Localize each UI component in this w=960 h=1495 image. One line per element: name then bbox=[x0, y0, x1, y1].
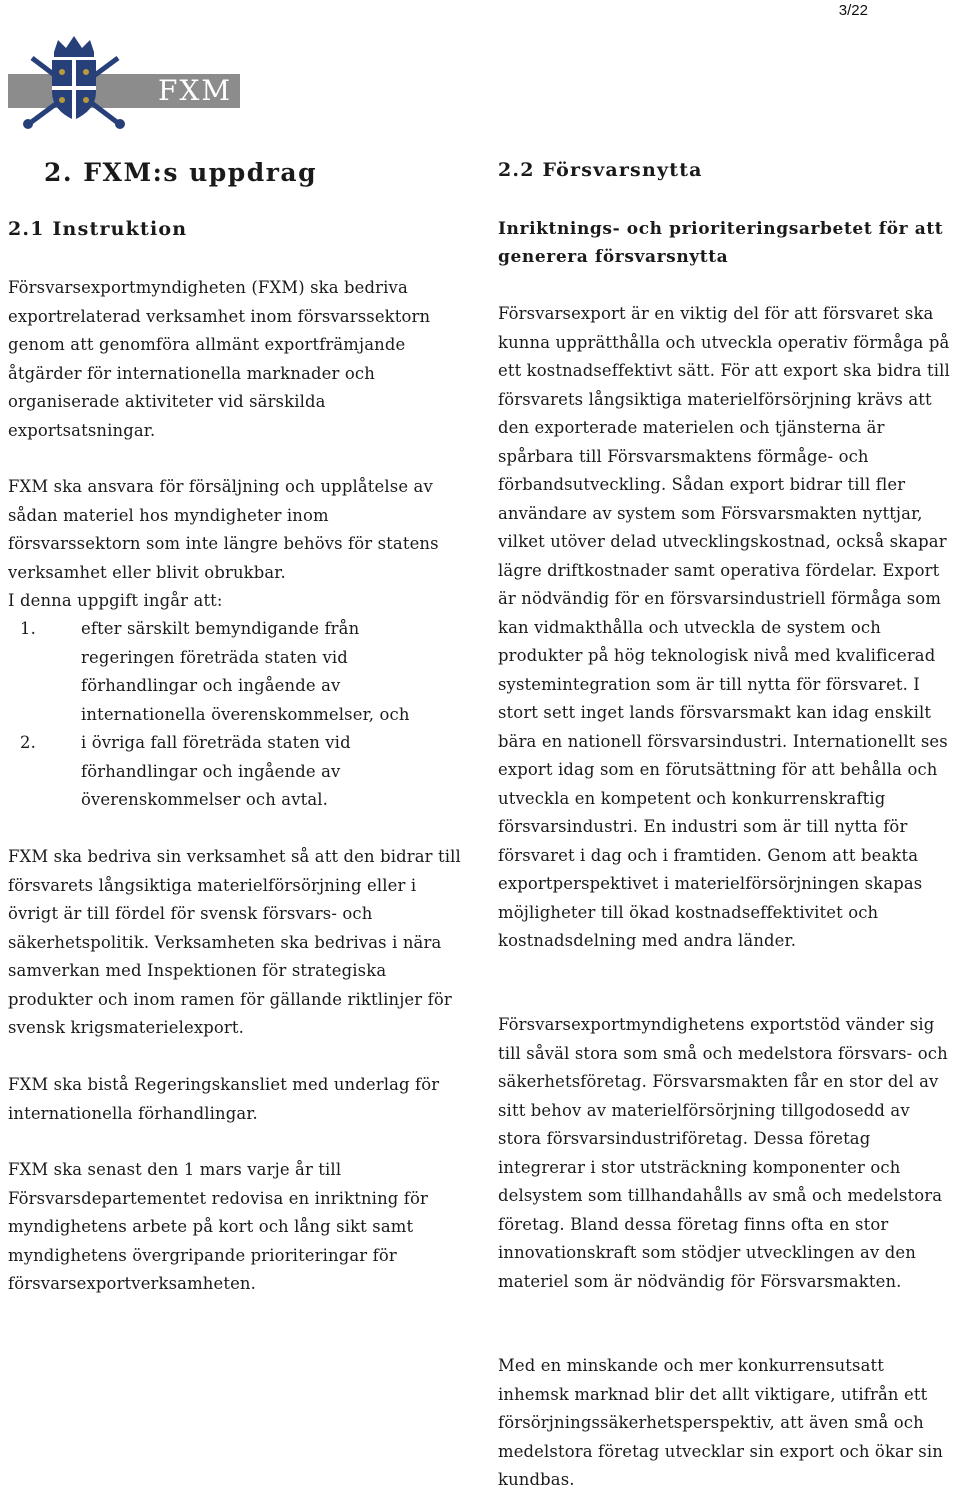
list-number: 2. bbox=[20, 733, 36, 752]
sub-subsection-heading: Inriktnings- och prioriteringsarbetet för att generera försvarsnytta bbox=[498, 219, 944, 267]
paragraph: Med en minskande och mer konkurrensutsatt inhemsk marknad blir det allt viktigare, utifrån ett försörjningssäkerhetsperspektiv, att även små och medelstora företag utvecklar sin export och ökar sin kundbas. bbox=[498, 1356, 943, 1489]
fxm-logo bbox=[8, 34, 240, 136]
list-number: 1. bbox=[20, 619, 36, 638]
list-item bbox=[8, 729, 448, 815]
paragraph: Försvarsexport är en viktig del för att försvaret ska kunna upprätthålla och utveckla operativ förmåga på ett kostnadseffektivt sätt. För att export ska bidra till försvarets långsiktiga materielförsörjning krävs att den exporterade materielen och tjänsterna är spårbara till Försvarsmaktens förmåge- och förbandsutveckling. Sådan export bidrar till fler användare av system som Försvarsmakten nyttjar, vilket utöver delad utvecklingskostnad, också skapar lägre driftkostnader samt operativa fördelar. Export är nödvändig för en försvarsindustriell förmåga som kan vidmakthålla och utveckla de system och produkter på hög teknologisk nivå med kvalificerad systemintegration som är till nytta för försvaret. I stort sett inget lands försvarsmakt kan idag enskilt bära en nationell försvarsindustri. Internationellt ses export idag som en förutsättning för att behålla och utveckla en kompetent och konkurrenskraftig försvarsindustri. En industri som är till nytta för försvaret i dag och i framtiden. Genom att beakta exportperspektivet i materielförsörjningen skapas möjligheter till ökad kostnadseffektivitet och kostnadsdelning med andra länder. bbox=[498, 304, 950, 950]
page-number: 3/22 bbox=[838, 2, 868, 19]
list-item-text: i övriga fall företräda staten vid förhandlingar och ingående av överenskommelser och avtal. bbox=[81, 733, 351, 809]
subsection-heading-forsvarsnytta: 2.2 Försvarsnytta bbox=[498, 159, 703, 181]
list-item bbox=[8, 615, 448, 729]
paragraph: FXM ska ansvara för försäljning och upplåtelse av sådan materiel hos myndigheter inom försvarssektorn som inte längre behövs för statens verksamhet eller blivit obrukbar. bbox=[8, 477, 439, 582]
paragraph: Försvarsexportmyndighetens exportstöd vänder sig till såväl stora som små och medelstora försvars- och säkerhetsföretag. Försvarsmakten får en stor del av sitt behov av materielförsörjning tillgodosedd av stora försvarsindustriföretag. Dessa företag integrerar i stor utsträckning komponenter och delsystem som tillhandahålls av små och medelstora företag. Bland dessa företag finns ofta en stor innovationskraft som stödjer utvecklingen av den materiel som är nödvändig för Försvarsmakten. bbox=[498, 1015, 948, 1291]
logo-text: FXM bbox=[158, 74, 233, 107]
section-heading: 2. FXM:s uppdrag bbox=[44, 158, 318, 187]
subsection-heading-instruktion: 2.1 Instruktion bbox=[8, 218, 188, 240]
task-list bbox=[8, 615, 448, 815]
paragraph: FXM ska senast den 1 mars varje år till Försvarsdepartementet redovisa en inriktning för myndighetens arbete på kort och lång sikt samt myndighetens övergripande prioriteringar för försvarsexportverksamheten. bbox=[8, 1160, 429, 1293]
paragraph: FXM ska bistå Regeringskansliet med underlag för internationella förhandlingar. bbox=[8, 1075, 440, 1123]
paragraph: FXM ska bedriva sin verksamhet så att den bidrar till försvarets långsiktiga materielförsörjning eller i övrigt är till fördel för svensk försvars- och säkerhetspolitik. Verksamheten ska bedrivas i nära samverkan med Inspektionen för strategiska produkter och inom ramen för gällande riktlinjer för svensk krigsmaterielexport. bbox=[8, 847, 461, 1037]
paragraph: Försvarsexportmyndigheten (FXM) ska bedriva exportrelaterad verksamhet inom försvarssektorn genom att genomföra allmänt exportfrämjande åtgärder för internationella marknader och organiserade aktiviteter vid särskilda exportsatsningar. bbox=[8, 278, 431, 440]
paragraph: I denna uppgift ingår att: bbox=[8, 591, 223, 610]
list-item-text: efter särskilt bemyndigande från regeringen företräda staten vid förhandlingar och ingående av internationella överenskommelser, och bbox=[81, 619, 410, 724]
